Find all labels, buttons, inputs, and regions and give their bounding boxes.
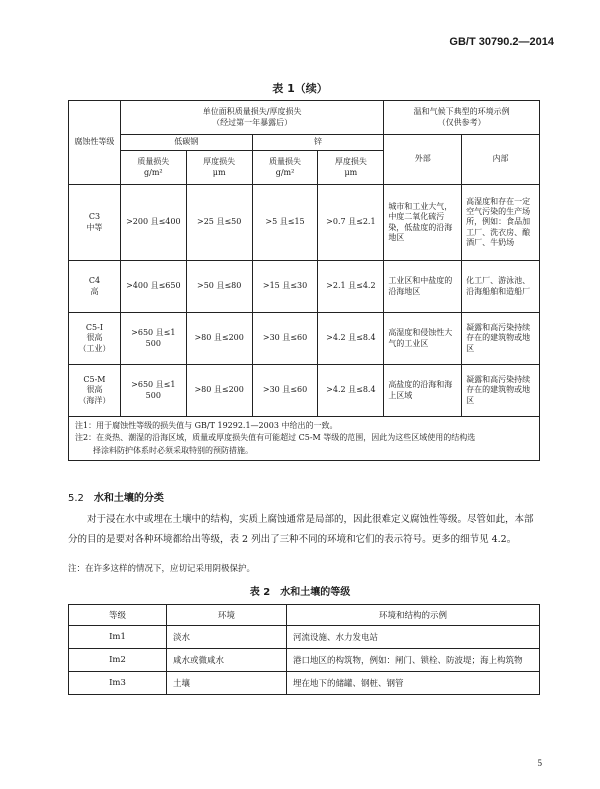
table-row <box>69 649 540 672</box>
steel-thick-cell: >25 且≤50 <box>186 185 252 261</box>
outdoor-cell: 高湿度和侵蚀性大气的工业区 <box>384 313 462 365</box>
category-cell: C5-I 很高 （工业） <box>69 313 121 365</box>
zinc-thick-cell: >4.2 且≤8.4 <box>318 365 384 417</box>
standard-code: GB/T 30790.2—2014 <box>449 36 554 48</box>
note-1: 注1：用于腐蚀性等级的损失值与 GB/T 19292.1—2003 中给出的一致。 <box>75 421 338 430</box>
zinc-mass-header: 质量损失 g/m² <box>252 151 318 185</box>
zinc-thick-cell: >2.1 且≤4.2 <box>318 261 384 313</box>
indoor-cell: 凝露和高污染持续存在的建筑物或地区 <box>462 365 540 417</box>
body-paragraph: 对于浸在水中或埋在土壤中的结构，实质上腐蚀通常是局部的，因此很难定义腐蚀性等级。尽管如此，本部分的目的是要对各种环境都给出等级，表 2 列出了三种不同的环境和它们的表示符号。更多的细节见 4.2。 <box>68 514 534 545</box>
category-cell: C3 中等 <box>69 185 121 261</box>
steel-mass-header: 质量损失 g/m² <box>120 151 186 185</box>
table-row <box>69 261 540 313</box>
steel-thick-header: 厚度损失 μm <box>186 151 252 185</box>
table-row <box>69 626 540 649</box>
example-header: 环境和结构的示例 <box>287 605 540 626</box>
steel-mass-cell: >650 且≤1 500 <box>120 365 186 417</box>
section-heading <box>68 489 164 504</box>
water-soil-table <box>68 604 540 695</box>
corrosivity-table <box>68 100 540 461</box>
indoor-cell: 化工厂、游泳池、沿海船舶和造船厂 <box>462 261 540 313</box>
loss-header: 单位面积质量损失/厚度损失 （经过第一年暴露后） <box>120 101 383 135</box>
example-cell: 埋在地下的储罐、钢桩、钢管 <box>287 672 540 695</box>
table-row <box>69 313 540 365</box>
table2-caption: 表 2 水和土壤的等级 <box>249 587 351 598</box>
indoor-cell: 高湿度和存在一定空气污染的生产场所，例如：食品加工厂、洗衣房、酿酒厂、牛奶场 <box>462 185 540 261</box>
indoor-header: 内部 <box>462 135 540 185</box>
steel-thick-cell: >50 且≤80 <box>186 261 252 313</box>
steel-mass-cell: >200 且≤400 <box>120 185 186 261</box>
grade-cell: Im3 <box>69 672 167 695</box>
zinc-mass-cell: >5 且≤15 <box>252 185 318 261</box>
table-notes <box>69 417 540 461</box>
zinc-mass-cell: >30 且≤60 <box>252 365 318 417</box>
grade-cell: Im1 <box>69 626 167 649</box>
note-2: 注2：在炎热、潮湿的沿海区域，质量或厚度损失值有可能超过 C5-M 等级的范围，因此为这些区域使用的结构选 <box>75 433 476 443</box>
environment-cell: 淡水 <box>167 626 287 649</box>
environment-cell: 土壤 <box>167 672 287 695</box>
outdoor-cell: 高盐度的沿海和海上区域 <box>384 365 462 417</box>
example-cell: 河流设施、水力发电站 <box>287 626 540 649</box>
steel-mass-cell: >650 且≤1 500 <box>120 313 186 365</box>
category-header: 腐蚀性等级 <box>69 101 121 185</box>
steel-header: 低碳钢 <box>120 135 252 151</box>
example-cell: 港口地区的构筑物，例如：闸门、锁栓、防波堤；海上构筑物 <box>287 649 540 672</box>
category-cell: C4 高 <box>69 261 121 313</box>
section-title: 水和土壤的分类 <box>93 493 164 504</box>
steel-thick-cell: >80 且≤200 <box>186 365 252 417</box>
table1-caption: 表 1（续） <box>272 82 328 95</box>
grade-header: 等级 <box>69 605 167 626</box>
zinc-mass-cell: >15 且≤30 <box>252 261 318 313</box>
zinc-thick-header: 厚度损失 μm <box>318 151 384 185</box>
section-note: 注：在许多这样的情况下，应切记采用阴极保护。 <box>68 564 256 574</box>
grade-cell: Im2 <box>69 649 167 672</box>
outdoor-cell: 工业区和中盐度的沿海地区 <box>384 261 462 313</box>
table-row <box>69 672 540 695</box>
section-number: 5.2 <box>68 493 84 504</box>
zinc-thick-cell: >0.7 且≤2.1 <box>318 185 384 261</box>
zinc-thick-cell: >4.2 且≤8.4 <box>318 313 384 365</box>
env-header: 温和气候下典型的环境示例 （仅供参考） <box>384 101 540 135</box>
steel-thick-cell: >80 且≤200 <box>186 313 252 365</box>
zinc-mass-cell: >30 且≤60 <box>252 313 318 365</box>
table-row <box>69 185 540 261</box>
page-number: 5 <box>537 758 542 768</box>
environment-header: 环境 <box>167 605 287 626</box>
table-row <box>69 365 540 417</box>
category-cell: C5-M 很高 （海洋） <box>69 365 121 417</box>
outdoor-cell: 城市和工业大气，中度二氧化硫污染，低盐度的沿海地区 <box>384 185 462 261</box>
steel-mass-cell: >400 且≤650 <box>120 261 186 313</box>
outdoor-header: 外部 <box>384 135 462 185</box>
indoor-cell: 凝露和高污染持续存在的建筑物或地区 <box>462 313 540 365</box>
environment-cell: 咸水或微咸水 <box>167 649 287 672</box>
note-2-continued: 择涂料防护体系时必须采取特别的预防措施。 <box>93 445 253 455</box>
zinc-header: 锌 <box>252 135 384 151</box>
